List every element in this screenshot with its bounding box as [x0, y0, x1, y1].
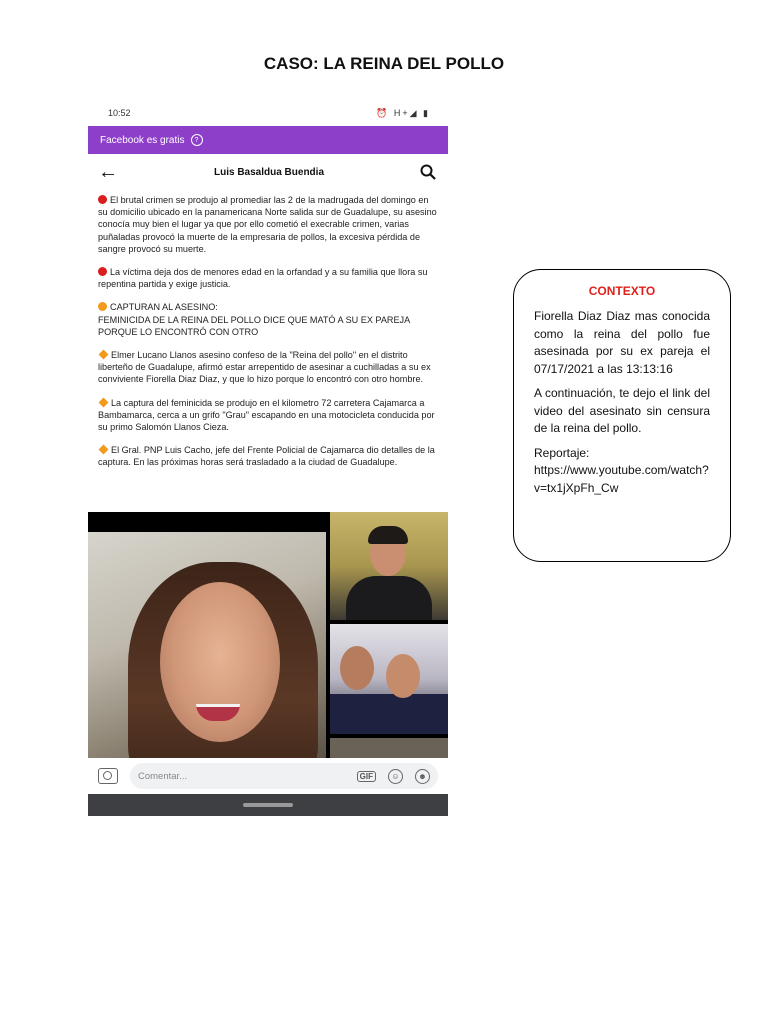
- post-text-3b: FEMINICIDA DE LA REINA DEL POLLO DICE QUE MATÓ A SU EX PAREJA PORQUE LO ENCONTRÓ CON OTRO: [98, 314, 410, 337]
- context-paragraph-2: A continuación, te dejo el link del video del asesinato sin censura de la reina del pollo.: [534, 386, 710, 435]
- camera-icon[interactable]: [98, 768, 118, 784]
- report-link[interactable]: https://www.youtube.com/watch?v=tx1jXpFh_Cw: [534, 463, 709, 495]
- context-box: [513, 269, 731, 562]
- orange-diamond-icon: [99, 350, 109, 360]
- extra-photo[interactable]: [330, 738, 448, 758]
- post-text-1: El brutal crimen se produjo al promediar las 2 de la madrugada del domingo en su domicilio ubicado en la panamericana Norte salida sur de Guadalupe, su asesino conocía muy bien el lugar ya que por ello cometió el execrable crimen, varias puñaladas provocó la muerte de la empresaria de pollos, la excesiva pérdida de sangre provocó su muerte.: [98, 195, 437, 254]
- context-heading: CONTEXTO: [588, 284, 656, 298]
- post-paragraph: [98, 444, 438, 468]
- document-title: CASO: LA REINA DEL POLLO: [263, 54, 505, 73]
- post-text: [88, 190, 448, 469]
- status-time: 10:52: [108, 108, 131, 118]
- post-text-2: La víctima deja dos de menores edad en la orfandad y a su familia que llora su repentina partida y exige justicia.: [98, 267, 428, 290]
- photo-body: [330, 694, 448, 734]
- facebook-free-banner[interactable]: [88, 126, 448, 154]
- orange-circle-icon: [98, 302, 107, 311]
- comment-icons: [357, 769, 430, 784]
- status-bar: [88, 100, 448, 126]
- status-icons: ⏰ H+◢ ▮: [376, 107, 430, 118]
- red-circle-icon: [98, 267, 107, 276]
- phone-screenshot: [88, 100, 448, 816]
- post-paragraph: [98, 397, 438, 434]
- couple-photo[interactable]: [330, 624, 448, 734]
- orange-diamond-icon: [99, 397, 109, 407]
- profile-header: [88, 154, 448, 190]
- victim-photo[interactable]: [88, 532, 326, 758]
- post-paragraph: [98, 194, 438, 255]
- info-icon[interactable]: ?: [191, 134, 203, 146]
- gif-icon[interactable]: GIF: [357, 771, 376, 782]
- post-text-4: Elmer Lucano Llanos asesino confeso de la "Reina del pollo" en el distrito liberteño de Guadalupe, afirmó estar arrepentido de asesinar a cuchilladas a su ex conviviente Fiorella Diaz Diaz, y que lo hizo porque lo encontró con otro hombre.: [98, 350, 431, 385]
- profile-name[interactable]: Luis Basaldua Buendia: [213, 166, 325, 178]
- post-text-3a: CAPTURAN AL ASESINO:: [110, 302, 218, 313]
- orange-diamond-icon: [99, 445, 109, 455]
- photo-grid: [88, 512, 448, 758]
- emoji-icon[interactable]: ☻: [415, 769, 430, 784]
- banner-label: Facebook es gratis: [100, 134, 185, 146]
- red-circle-icon: [98, 195, 107, 204]
- home-gesture-bar[interactable]: [243, 803, 293, 807]
- photo-body: [346, 576, 432, 620]
- back-arrow-icon[interactable]: ←: [98, 160, 118, 183]
- post-text-6: El Gral. PNP Luis Cacho, jefe del Frente Policial de Cajamarca dio detalles de la captura. En las próximas horas será trasladado a la ciudad de Guadalupe.: [98, 445, 435, 468]
- comment-bar: [88, 758, 448, 794]
- comment-input[interactable]: [130, 763, 438, 789]
- search-icon[interactable]: [420, 164, 436, 180]
- post-paragraph: [98, 266, 438, 290]
- photo-hair: [368, 526, 408, 544]
- context-paragraph-3: [534, 445, 710, 498]
- post-paragraph: [98, 301, 438, 338]
- comment-placeholder: Comentar...: [138, 770, 188, 782]
- context-paragraph-1: Fiorella Diaz Diaz mas conocida como la reina del pollo fue asesinada por su ex pareja el 07/17/2021 a las 13:13:16: [534, 309, 710, 376]
- photo-head: [386, 654, 420, 698]
- report-label: Reportaje:: [534, 445, 590, 460]
- post-paragraph: [98, 349, 438, 386]
- post-text-5: La captura del feminicida se produjo en el kilometro 72 carretera Cajamarca a Bambamarca, cerca a un grifo "Grau" escapando en una motocicleta conducida por su primo Salomón Llanos Cieza.: [98, 397, 435, 433]
- suspect-photo[interactable]: [330, 512, 448, 620]
- sticker-icon[interactable]: ☺: [388, 769, 403, 784]
- android-nav-bar: [88, 794, 448, 816]
- photo-head: [340, 646, 374, 690]
